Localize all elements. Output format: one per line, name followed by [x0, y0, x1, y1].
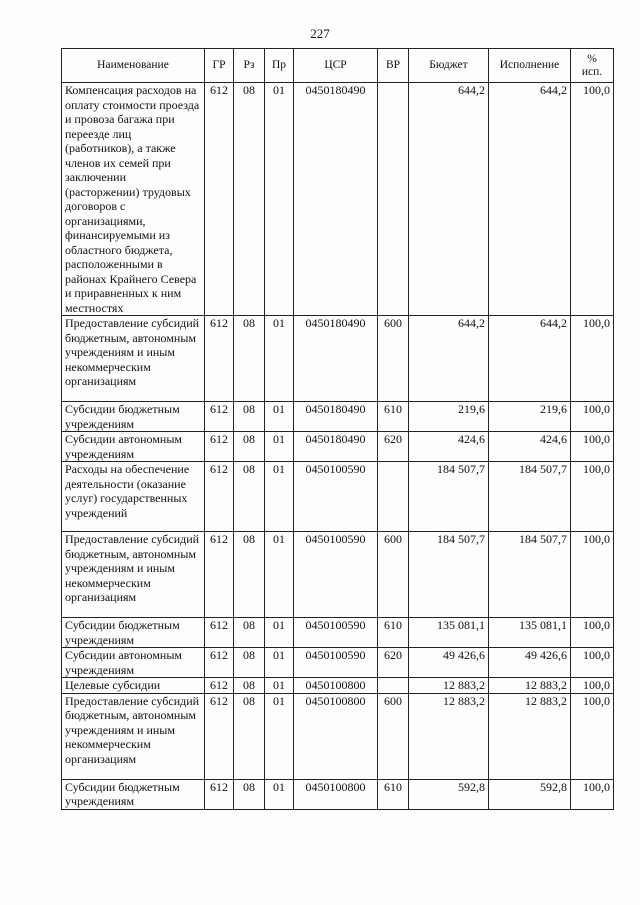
cell-execution: 184 507,7 — [489, 462, 571, 532]
cell-vr: 600 — [378, 316, 409, 402]
cell-execution: 644,2 — [489, 316, 571, 402]
cell-gr: 612 — [205, 462, 234, 532]
cell-name: Компенсация расходов на оплату стоимости проезда и провоза багажа при переезде лиц (работников), а также членов их семей при заключении (расторжении) трудовых договоров с организациями, финансируемыми из областного бюджета, расположенными в районах Крайнего Севера и приравненных к ним местностях — [62, 83, 205, 316]
header-gr: ГР — [205, 49, 234, 83]
cell-pr: 01 — [265, 432, 294, 462]
cell-pr: 01 — [265, 462, 294, 532]
table-row — [62, 402, 614, 432]
cell-pr: 01 — [265, 83, 294, 316]
cell-rz: 08 — [234, 779, 265, 809]
cell-csr: 0450100800 — [294, 779, 378, 809]
cell-rz: 08 — [234, 432, 265, 462]
cell-name: Субсидии бюджетным учреждениям — [62, 618, 205, 648]
cell-csr: 0450100590 — [294, 618, 378, 648]
cell-pr: 01 — [265, 648, 294, 678]
table-row — [62, 83, 614, 316]
table-header-row — [62, 49, 614, 83]
cell-execution: 424,6 — [489, 432, 571, 462]
cell-name: Субсидии автономным учреждениям — [62, 432, 205, 462]
page-number: 227 — [310, 26, 330, 41]
cell-percent: 100,0 — [571, 618, 614, 648]
cell-name: Субсидии бюджетным учреждениям — [62, 402, 205, 432]
cell-gr: 612 — [205, 316, 234, 402]
cell-budget: 424,6 — [409, 432, 489, 462]
cell-gr: 612 — [205, 432, 234, 462]
table-row — [62, 648, 614, 678]
table-row — [62, 532, 614, 618]
cell-pr: 01 — [265, 678, 294, 694]
cell-budget: 12 883,2 — [409, 693, 489, 779]
cell-execution: 184 507,7 — [489, 532, 571, 618]
cell-execution: 135 081,1 — [489, 618, 571, 648]
cell-rz: 08 — [234, 316, 265, 402]
cell-pr: 01 — [265, 779, 294, 809]
cell-name: Субсидии автономным учреждениям — [62, 648, 205, 678]
header-pr: Пр — [265, 49, 294, 83]
cell-vr: 620 — [378, 648, 409, 678]
cell-percent: 100,0 — [571, 532, 614, 618]
header-rz: Рз — [234, 49, 265, 83]
cell-percent: 100,0 — [571, 693, 614, 779]
cell-vr — [378, 462, 409, 532]
cell-csr: 0450100800 — [294, 678, 378, 694]
table-row — [62, 316, 614, 402]
table-row — [62, 693, 614, 779]
table-row — [62, 618, 614, 648]
cell-percent: 100,0 — [571, 316, 614, 402]
cell-gr: 612 — [205, 532, 234, 618]
header-percent — [571, 49, 614, 83]
cell-vr: 610 — [378, 779, 409, 809]
cell-rz: 08 — [234, 462, 265, 532]
cell-execution: 49 426,6 — [489, 648, 571, 678]
header-csr: ЦСР — [294, 49, 378, 83]
cell-budget: 219,6 — [409, 402, 489, 432]
cell-vr: 610 — [378, 402, 409, 432]
cell-budget: 592,8 — [409, 779, 489, 809]
cell-name: Целевые субсидии — [62, 678, 205, 694]
cell-csr: 0450180490 — [294, 316, 378, 402]
header-execution: Исполнение — [489, 49, 571, 83]
table-row — [62, 779, 614, 809]
cell-execution: 12 883,2 — [489, 678, 571, 694]
cell-rz: 08 — [234, 648, 265, 678]
cell-gr: 612 — [205, 678, 234, 694]
cell-rz: 08 — [234, 402, 265, 432]
cell-budget: 644,2 — [409, 316, 489, 402]
cell-percent: 100,0 — [571, 432, 614, 462]
cell-pr: 01 — [265, 618, 294, 648]
budget-execution-table — [61, 48, 614, 810]
cell-gr: 612 — [205, 618, 234, 648]
cell-name: Расходы на обеспечение деятельности (оказание услуг) государственных учреждений — [62, 462, 205, 532]
table-row — [62, 432, 614, 462]
cell-percent: 100,0 — [571, 779, 614, 809]
cell-budget: 135 081,1 — [409, 618, 489, 648]
cell-name: Предоставление субсидий бюджетным, автономным учреждениям и иным некоммерческим организациям — [62, 693, 205, 779]
cell-vr: 600 — [378, 693, 409, 779]
cell-csr: 0450100590 — [294, 532, 378, 618]
cell-percent: 100,0 — [571, 402, 614, 432]
cell-pr: 01 — [265, 316, 294, 402]
table-row — [62, 678, 614, 694]
cell-csr: 0450180490 — [294, 402, 378, 432]
cell-percent: 100,0 — [571, 648, 614, 678]
cell-budget: 49 426,6 — [409, 648, 489, 678]
cell-execution: 219,6 — [489, 402, 571, 432]
cell-pr: 01 — [265, 402, 294, 432]
cell-pr: 01 — [265, 693, 294, 779]
cell-execution: 644,2 — [489, 83, 571, 316]
cell-vr: 620 — [378, 432, 409, 462]
cell-rz: 08 — [234, 678, 265, 694]
cell-percent: 100,0 — [571, 462, 614, 532]
cell-vr — [378, 83, 409, 316]
cell-percent: 100,0 — [571, 678, 614, 694]
cell-csr: 0450180490 — [294, 83, 378, 316]
cell-execution: 12 883,2 — [489, 693, 571, 779]
cell-rz: 08 — [234, 618, 265, 648]
cell-gr: 612 — [205, 779, 234, 809]
cell-rz: 08 — [234, 693, 265, 779]
cell-csr: 0450180490 — [294, 432, 378, 462]
cell-rz: 08 — [234, 532, 265, 618]
header-percent-symbol: % — [587, 52, 597, 65]
cell-vr: 600 — [378, 532, 409, 618]
cell-csr: 0450100800 — [294, 693, 378, 779]
cell-vr: 610 — [378, 618, 409, 648]
cell-percent: 100,0 — [571, 83, 614, 316]
cell-budget: 12 883,2 — [409, 678, 489, 694]
cell-name: Предоставление субсидий бюджетным, автономным учреждениям и иным некоммерческим организациям — [62, 532, 205, 618]
cell-csr: 0450100590 — [294, 648, 378, 678]
cell-budget: 644,2 — [409, 83, 489, 316]
cell-gr: 612 — [205, 693, 234, 779]
table-row — [62, 462, 614, 532]
header-percent-label: исп. — [581, 65, 603, 78]
header-name: Наименование — [62, 49, 205, 83]
cell-pr: 01 — [265, 532, 294, 618]
cell-rz: 08 — [234, 83, 265, 316]
cell-budget: 184 507,7 — [409, 532, 489, 618]
cell-name: Предоставление субсидий бюджетным, автономным учреждениям и иным некоммерческим организациям — [62, 316, 205, 402]
header-vr: ВР — [378, 49, 409, 83]
cell-execution: 592,8 — [489, 779, 571, 809]
cell-budget: 184 507,7 — [409, 462, 489, 532]
cell-gr: 612 — [205, 83, 234, 316]
cell-csr: 0450100590 — [294, 462, 378, 532]
cell-vr — [378, 678, 409, 694]
cell-gr: 612 — [205, 648, 234, 678]
cell-name: Субсидии бюджетным учреждениям — [62, 779, 205, 809]
cell-gr: 612 — [205, 402, 234, 432]
header-budget: Бюджет — [409, 49, 489, 83]
